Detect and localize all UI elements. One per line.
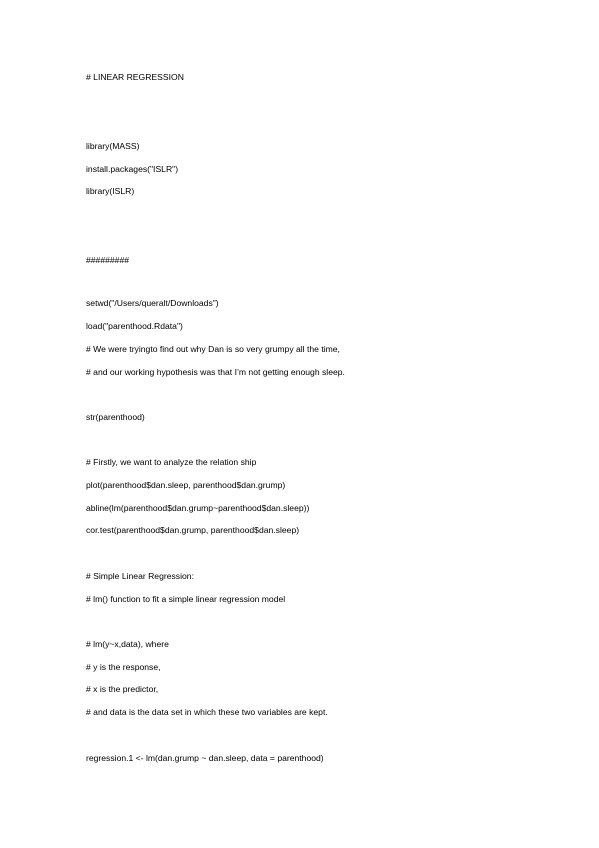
comment-line: # x is the predictor,	[86, 684, 159, 694]
code-line: load("parenthood.Rdata")	[86, 321, 183, 331]
comment-line: # We were tryingto find out why Dan is so very grumpy all the time,	[86, 344, 340, 354]
comment-line: # and data is the data set in which these two variables are kept.	[86, 707, 328, 717]
comment-line: # Simple Linear Regression:	[86, 571, 194, 581]
code-line: install.packages("ISLR")	[86, 164, 179, 174]
code-line: library(MASS)	[86, 141, 140, 151]
code-line: library(ISLR)	[86, 186, 135, 196]
code-line: abline(lm(parenthood$dan.grump~parenthood$dan.sleep))	[86, 503, 310, 513]
heading-comment: # LINEAR REGRESSION	[86, 72, 184, 82]
comment-line: # Firstly, we want to analyze the relation ship	[86, 457, 257, 467]
code-line: setwd("/Users/queralt/Downloads")	[86, 298, 219, 308]
code-line: regression.1 <- lm(dan.grump ~ dan.sleep, data = parenthood)	[86, 753, 324, 763]
comment-line: # y is the response,	[86, 662, 161, 672]
comment-line: # lm() function to fit a simple linear regression model	[86, 594, 286, 604]
code-line: plot(parenthood$dan.sleep, parenthood$dan.grump)	[86, 480, 286, 490]
comment-line: # and our working hypothesis was that I’m not getting enough sleep.	[86, 367, 345, 377]
separator-comment: #########	[86, 255, 130, 265]
code-line: cor.test(parenthood$dan.grump, parenthood$dan.sleep)	[86, 525, 300, 535]
comment-line: # lm(y~x,data), where	[86, 639, 169, 649]
code-line: str(parenthood)	[86, 412, 145, 422]
